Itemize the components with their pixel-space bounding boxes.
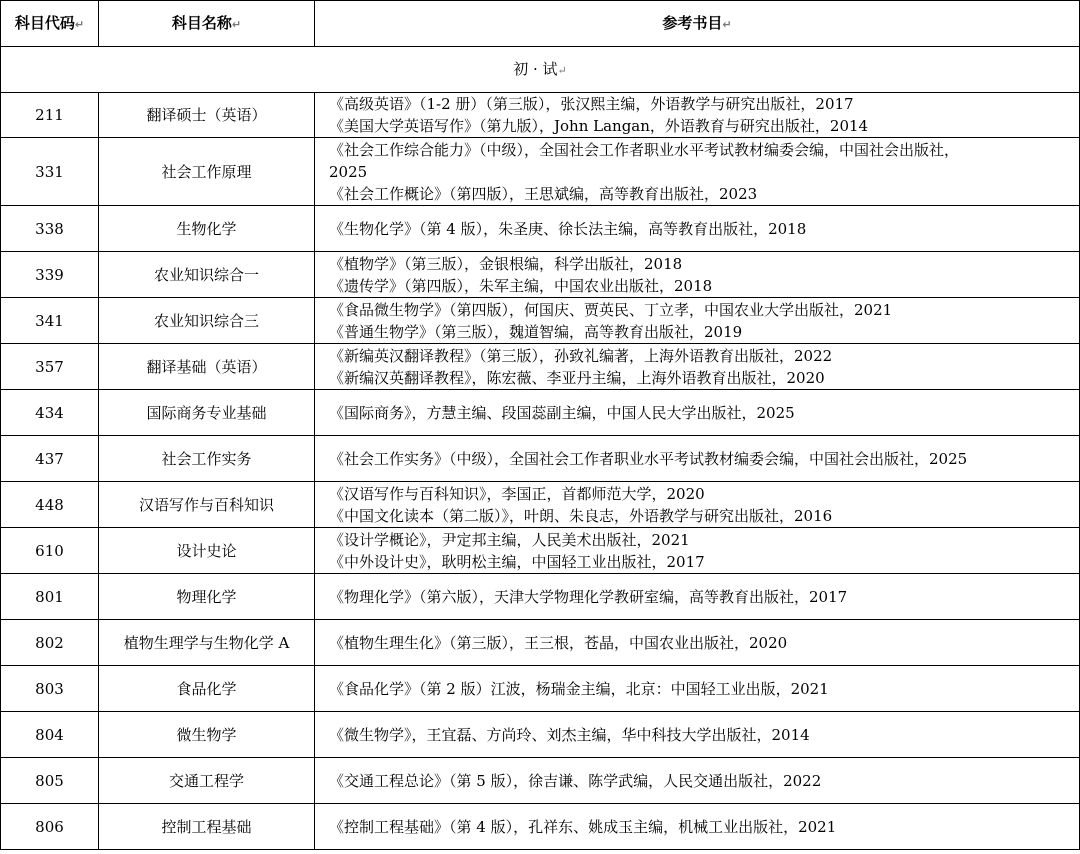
book-entry: 《美国大学英语写作》（第九版），John Langan，外语教育与研究出版社，2014 xyxy=(329,117,869,135)
reference-books xyxy=(315,93,1080,138)
subject-code: 805 xyxy=(1,758,99,804)
book-entry: 《新编英汉翻译教程》（第三版），孙致礼编著，上海外语教育出版社，2022 xyxy=(329,346,833,365)
subject-name: 汉语写作与百科知识 xyxy=(99,482,315,528)
header-books: 参考书目↵ xyxy=(315,1,1080,47)
reference-books xyxy=(315,482,1080,528)
subject-name: 国际商务专业基础 xyxy=(99,390,315,436)
book-entry: 2025 xyxy=(329,162,368,181)
subject-name: 植物生理学与生物化学 A xyxy=(99,620,315,666)
subject-code: 434 xyxy=(1,390,99,436)
book-entry: 《设计学概论》，尹定邦主编，人民美术出版社，2021 xyxy=(329,530,690,549)
reference-books xyxy=(315,390,1080,436)
reference-books xyxy=(315,666,1080,712)
subject-code: 804 xyxy=(1,712,99,758)
book-entry: 《社会工作综合能力》（中级），全国社会工作者职业水平考试教材编委会编，中国社会出版社， xyxy=(329,140,960,159)
table-row xyxy=(1,206,1080,252)
reference-books xyxy=(315,528,1080,574)
table-row xyxy=(1,298,1080,344)
reference-books xyxy=(315,344,1080,390)
book-entry: 《交通工程总论》（第 5 版），徐吉谦、陈学武编，人民交通出版社，2022 xyxy=(329,771,822,790)
book-entry: 《高级英语》（1-2 册）（第三版），张汉熙主编，外语教学与研究出版社，2017 xyxy=(329,95,854,113)
table-row xyxy=(1,436,1080,482)
book-entry: 《国际商务》，方慧主编、段国蕊副主编，中国人民大学出版社，2025 xyxy=(329,403,795,422)
reference-books xyxy=(315,620,1080,666)
book-entry: 《中国文化读本（第二版）》，叶朗、朱良志，外语教学与研究出版社，2016 xyxy=(329,506,833,525)
book-entry: 《微生物学》，王宜磊、方尚玲、刘杰主编，华中科技大学出版社，2014 xyxy=(329,725,810,744)
subject-name: 社会工作原理 xyxy=(99,138,315,206)
subject-name: 社会工作实务 xyxy=(99,436,315,482)
header-code: 科目代码↵ xyxy=(1,1,99,47)
book-entry: 《生物化学》（第 4 版），朱圣庚、徐长法主编，高等教育出版社，2018 xyxy=(329,219,807,238)
book-entry: 《食品微生物学》（第四版），何国庆、贾英民、丁立孝，中国农业大学出版社，2021 xyxy=(329,300,893,319)
book-entry: 《遗传学》（第四版），朱军主编，中国农业出版社，2018 xyxy=(329,276,713,295)
subject-code: 341 xyxy=(1,298,99,344)
reference-books xyxy=(315,804,1080,850)
table-row xyxy=(1,574,1080,620)
reference-books xyxy=(315,712,1080,758)
subject-name: 食品化学 xyxy=(99,666,315,712)
table-row xyxy=(1,390,1080,436)
reference-books xyxy=(315,252,1080,298)
reference-books xyxy=(315,298,1080,344)
subject-code: 448 xyxy=(1,482,99,528)
section-row xyxy=(1,47,1080,93)
book-entry: 《控制工程基础》（第 4 版），孔祥东、姚成玉主编，机械工业出版社，2021 xyxy=(329,817,837,836)
book-entry: 《社会工作概论》（第四版），王思斌编，高等教育出版社，2023 xyxy=(329,184,758,203)
book-entry: 《植物生理生化》（第三版），王三根，苍晶，中国农业出版社，2020 xyxy=(329,633,788,652)
subject-code: 803 xyxy=(1,666,99,712)
subject-name: 农业知识综合三 xyxy=(99,298,315,344)
subject-name: 翻译硕士（英语） xyxy=(99,93,315,138)
reference-books xyxy=(315,574,1080,620)
subject-code: 806 xyxy=(1,804,99,850)
table-row xyxy=(1,252,1080,298)
subject-code: 802 xyxy=(1,620,99,666)
subject-name: 生物化学 xyxy=(99,206,315,252)
subject-name: 农业知识综合一 xyxy=(99,252,315,298)
subject-name: 控制工程基础 xyxy=(99,804,315,850)
table-row xyxy=(1,620,1080,666)
subject-name: 微生物学 xyxy=(99,712,315,758)
reference-books xyxy=(315,758,1080,804)
table-row xyxy=(1,758,1080,804)
subject-name: 翻译基础（英语） xyxy=(99,344,315,390)
subject-name: 设计史论 xyxy=(99,528,315,574)
table-row xyxy=(1,528,1080,574)
header-name: 科目名称↵ xyxy=(99,1,315,47)
subject-code: 331 xyxy=(1,138,99,206)
table-row xyxy=(1,482,1080,528)
subject-code: 211 xyxy=(1,93,99,138)
book-entry: 《中外设计史》，耿明松主编，中国轻工业出版社，2017 xyxy=(329,552,705,571)
subject-name: 物理化学 xyxy=(99,574,315,620)
book-entry: 《食品化学》（第 2 版）江波，杨瑞金主编，北京：中国轻工业出版，2021 xyxy=(329,679,829,698)
section-label: 初 · 试↵ xyxy=(1,47,1080,93)
subject-code: 801 xyxy=(1,574,99,620)
reference-books xyxy=(315,206,1080,252)
subject-code: 357 xyxy=(1,344,99,390)
table-row xyxy=(1,344,1080,390)
book-entry: 《社会工作实务》（中级），全国社会工作者职业水平考试教材编委会编，中国社会出版社，2025 xyxy=(329,449,968,468)
reference-books xyxy=(315,436,1080,482)
subject-code: 437 xyxy=(1,436,99,482)
table-row xyxy=(1,666,1080,712)
subject-name: 交通工程学 xyxy=(99,758,315,804)
book-entry: 《新编汉英翻译教程》，陈宏薇、李亚丹主编，上海外语教育出版社，2020 xyxy=(329,368,825,387)
subject-code: 610 xyxy=(1,528,99,574)
book-entry: 《汉语写作与百科知识》，李国正，首都师范大学，2020 xyxy=(329,484,705,503)
table-row xyxy=(1,93,1080,138)
table-row xyxy=(1,138,1080,206)
table-row xyxy=(1,712,1080,758)
book-entry: 《物理化学》（第六版），天津大学物理化学教研室编，高等教育出版社，2017 xyxy=(329,587,848,606)
reference-books xyxy=(315,138,1080,206)
book-entry: 《普通生物学》（第三版），魏道智编，高等教育出版社，2019 xyxy=(329,322,743,341)
table-row xyxy=(1,804,1080,850)
subject-code: 338 xyxy=(1,206,99,252)
header-row xyxy=(1,1,1080,47)
book-entry: 《植物学》（第三版），金银根编，科学出版社，2018 xyxy=(329,254,683,273)
subject-code: 339 xyxy=(1,252,99,298)
